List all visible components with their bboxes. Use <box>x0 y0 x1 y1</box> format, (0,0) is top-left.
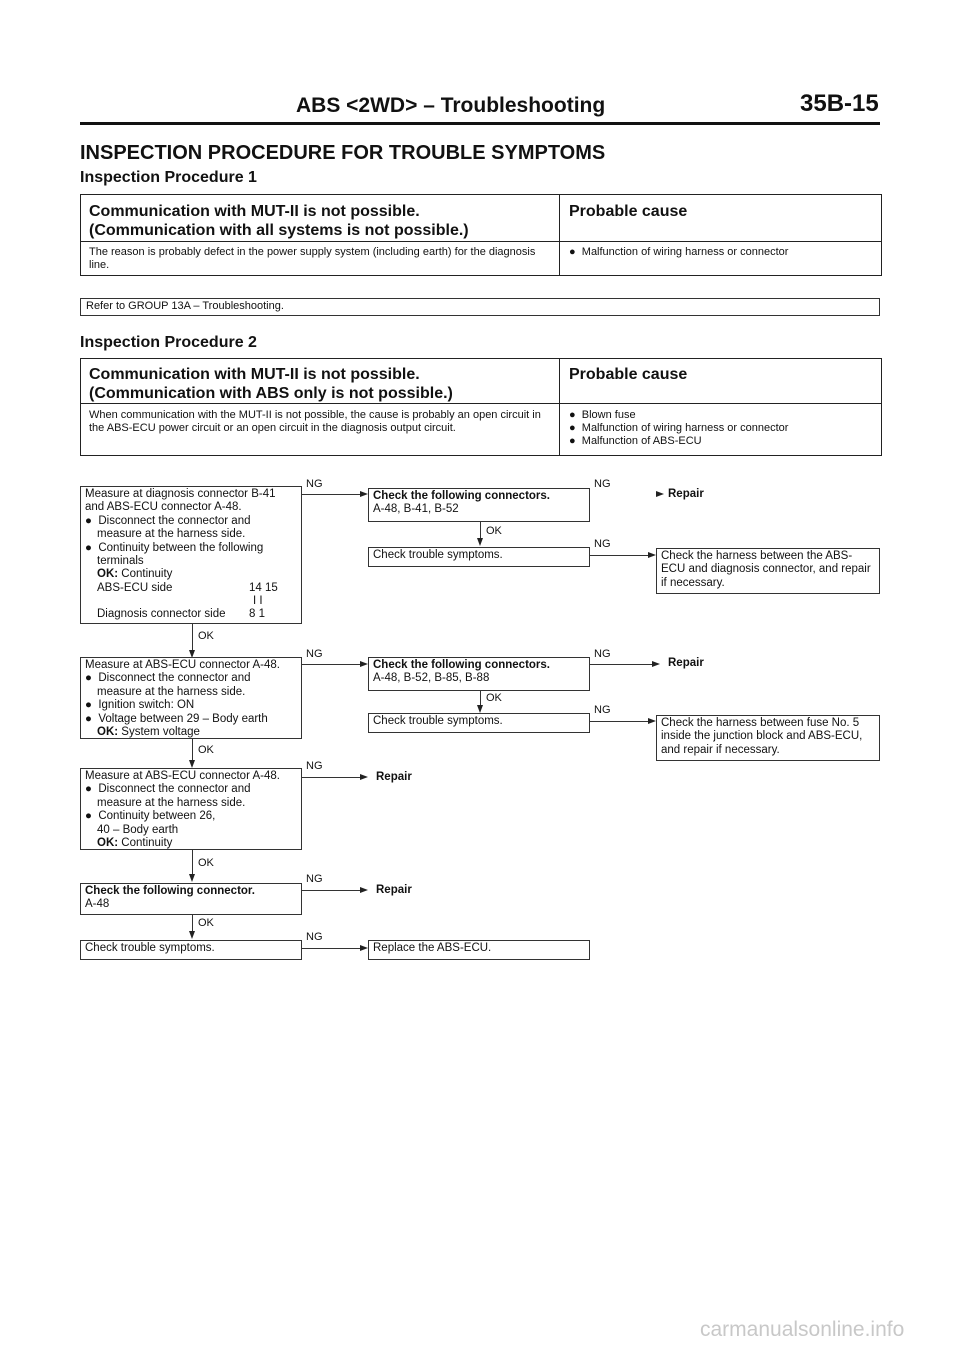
ok-value: System voltage <box>121 726 200 739</box>
step-bullet <box>85 699 297 712</box>
step-bullet <box>85 542 297 569</box>
ng-label: NG <box>594 538 611 550</box>
ng-label: NG <box>306 648 323 660</box>
repair-label: Repair <box>668 657 704 669</box>
bullet: ● <box>85 783 92 796</box>
arrow-head <box>360 945 368 951</box>
table-divider <box>81 403 881 404</box>
cause-text: Blown fuse <box>581 409 636 421</box>
step-title: Check the following connector. <box>85 885 255 897</box>
flow-line <box>302 664 360 665</box>
arrow-head <box>360 661 368 667</box>
flow-line <box>192 739 193 762</box>
step-text: A-48, B-52, B-85, B-88 <box>373 672 490 685</box>
procedure-2-heading-1: Communication with MUT-II is not possible. <box>89 366 420 383</box>
page-number: 35B-15 <box>800 90 879 117</box>
step-bullet <box>85 713 297 726</box>
arrow-head <box>189 874 195 882</box>
arrow-head <box>477 705 483 713</box>
step-bullet <box>85 810 297 837</box>
procedure-2-cause-list <box>569 409 788 448</box>
flow-step-abs-ecu-voltage <box>80 657 302 739</box>
ecu-side-row <box>85 582 297 595</box>
step-title: Check the following connectors. <box>373 659 550 671</box>
bullet: ● <box>85 810 92 823</box>
arrow-head <box>648 552 656 558</box>
ng-label: NG <box>594 704 611 716</box>
pin-pipes: I I <box>253 595 263 608</box>
flow-step-check-harness-2: Check the harness between fuse No. 5 inside the junction block and ABS-ECU, and repair if necessary. <box>656 715 880 761</box>
diag-side-row <box>85 608 297 621</box>
ng-label: NG <box>306 760 323 772</box>
bullet: ● <box>569 422 576 434</box>
flow-step-check-harness-1: Check the harness between the ABS-ECU and diagnosis connector, and repair if necessary. <box>656 548 880 594</box>
cause-item <box>569 422 788 435</box>
ecu-side-label: ABS-ECU side <box>97 581 173 594</box>
procedure-2-cause-header: Probable cause <box>569 366 688 383</box>
cause-text: Malfunction of ABS-ECU <box>581 435 702 447</box>
procedure-1-heading-1: Communication with MUT-II is not possible. <box>89 203 420 220</box>
step-text: Disconnect the connector and measure at the harness side. <box>97 672 251 698</box>
ok-label: OK <box>486 692 502 704</box>
cause-text: Malfunction of wiring harness or connector <box>581 422 789 434</box>
flow-step-check-symptoms-3: Check trouble symptoms. <box>80 940 302 960</box>
flow-step-abs-ecu-continuity <box>80 768 302 850</box>
flow-line <box>302 494 360 495</box>
step-text: Disconnect the connector and measure at the harness side. <box>97 514 251 541</box>
flow-line <box>192 850 193 876</box>
cause-item <box>569 435 788 448</box>
arrow-head <box>360 887 368 893</box>
procedure-2-description: When communication with the MUT-II is not possible, the cause is probably an open circuit in the ABS-ECU power circuit or an open circuit in the diagnosis output circuit. <box>89 409 541 434</box>
ok-value: Continuity <box>121 837 173 850</box>
repair-label: Repair <box>376 884 412 896</box>
bullet: ● <box>85 672 92 685</box>
bullet: ● <box>569 435 576 447</box>
ng-label: NG <box>306 478 323 490</box>
repair-label: Repair <box>376 771 412 783</box>
arrow-head <box>189 760 195 768</box>
ok-label: OK <box>198 744 214 756</box>
cause-item <box>569 409 788 422</box>
step-ok <box>85 837 297 850</box>
refer-box: Refer to GROUP 13A – Troubleshooting. <box>80 298 880 316</box>
bullet: ● <box>85 712 92 725</box>
table-divider <box>559 195 560 275</box>
procedure-1-cause-item <box>569 246 788 259</box>
bullet: ● <box>85 541 92 554</box>
step-bullet <box>85 515 297 542</box>
arrow-head <box>189 931 195 939</box>
procedure-1-cause-header: Probable cause <box>569 203 688 220</box>
step-text: Measure at ABS-ECU connector A-48. <box>85 770 280 782</box>
ng-label: NG <box>594 478 611 490</box>
ecu-side-pins: 14 15 <box>249 581 278 594</box>
flow-line <box>192 624 193 652</box>
flow-step-replace-ecu: Replace the ABS-ECU. <box>368 940 590 960</box>
flow-line <box>590 664 652 665</box>
ok-label: OK: <box>97 726 119 739</box>
diag-side-label: Diagnosis connector side <box>97 608 226 621</box>
ok-label: OK <box>198 917 214 929</box>
step-ok <box>85 568 297 581</box>
ng-label: NG <box>306 873 323 885</box>
ok-label: OK <box>486 525 502 537</box>
ok-label: OK <box>198 630 214 642</box>
page-header-title: ABS <2WD> – Troubleshooting <box>296 94 606 117</box>
flow-line <box>302 948 360 949</box>
step-text: A-48 <box>85 898 110 911</box>
procedure-1-heading-2: (Communication with all systems is not possible.) <box>89 222 469 239</box>
procedure-2-heading-2: (Communication with ABS only is not possible.) <box>89 385 453 402</box>
procedure-1-title: Inspection Procedure 1 <box>80 169 257 186</box>
step-ok <box>85 726 297 739</box>
flow-step-check-connectors-1 <box>368 488 590 522</box>
flow-step-diagnosis-connector <box>80 486 302 624</box>
arrow-head <box>652 661 660 667</box>
step-text: Measure at diagnosis connector B-41 <box>85 488 276 500</box>
procedure-1-table <box>80 194 882 276</box>
header-rule <box>80 122 880 125</box>
flow-step-check-symptoms-1: Check trouble symptoms. <box>368 547 590 567</box>
ok-label: OK <box>198 857 214 869</box>
step-text: Ignition switch: ON <box>98 699 195 712</box>
table-divider <box>559 359 560 455</box>
step-text: A-48, B-41, B-52 <box>373 503 459 516</box>
table-divider <box>81 241 881 242</box>
step-bullet <box>85 672 297 699</box>
step-text: Voltage between 29 – Body earth <box>98 712 268 725</box>
flow-step-check-symptoms-2: Check trouble symptoms. <box>368 713 590 733</box>
ok-label: OK: <box>97 837 119 850</box>
flow-line <box>302 777 360 778</box>
pin-pipes-row <box>85 595 297 608</box>
flow-line <box>590 721 648 722</box>
arrow-head <box>360 491 368 497</box>
arrow-head <box>477 538 483 546</box>
flow-step-check-connectors-2 <box>368 657 590 691</box>
section-title: INSPECTION PROCEDURE FOR TROUBLE SYMPTOMS <box>80 142 606 164</box>
ok-label: OK: <box>97 568 119 581</box>
ok-value: Continuity <box>121 568 173 581</box>
arrow-head <box>360 774 368 780</box>
bullet: ● <box>569 409 576 421</box>
cause-text: Malfunction of wiring harness or connector <box>581 246 789 258</box>
flow-step-check-connector-a48 <box>80 883 302 915</box>
step-text: Continuity between 26, 40 – Body earth <box>97 810 216 836</box>
bullet: ● <box>85 514 92 527</box>
watermark: carmanualsonline.info <box>700 1318 905 1341</box>
diag-side-pins: 8 1 <box>249 608 265 621</box>
step-text: Continuity between the following terminals <box>97 541 264 568</box>
step-text: and ABS-ECU connector A-48. <box>85 501 242 514</box>
procedure-1-description: The reason is probably defect in the power supply system (including earth) for the diagnosis line. <box>89 246 536 271</box>
step-text: Disconnect the connector and measure at the harness side. <box>97 783 251 809</box>
ng-label: NG <box>306 931 323 943</box>
step-bullet <box>85 783 297 810</box>
procedure-2-table <box>80 358 882 456</box>
flow-line <box>302 890 360 891</box>
step-text: Measure at ABS-ECU connector A-48. <box>85 659 280 671</box>
step-title: Check the following connectors. <box>373 490 550 502</box>
arrow-head <box>656 491 664 497</box>
bullet: ● <box>85 699 92 712</box>
procedure-2-title: Inspection Procedure 2 <box>80 334 257 351</box>
flow-line <box>590 555 648 556</box>
bullet: ● <box>569 246 576 258</box>
ng-label: NG <box>594 648 611 660</box>
arrow-head <box>648 718 656 724</box>
repair-label: Repair <box>668 488 704 500</box>
